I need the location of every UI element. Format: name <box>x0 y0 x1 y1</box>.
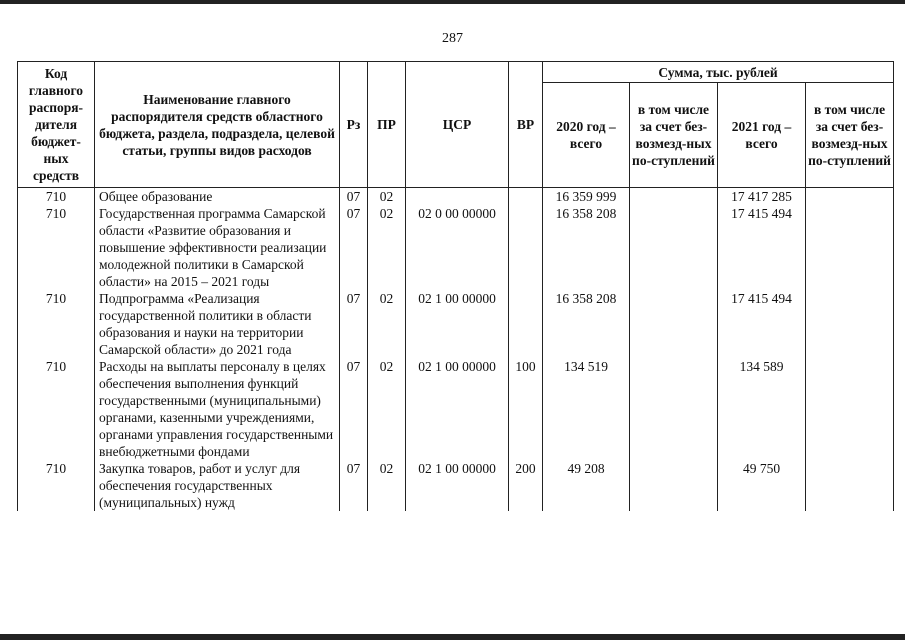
header-2020-free: в том числе за счет без-возмезд-ных по-ступлений <box>630 83 718 188</box>
table-row <box>18 188 894 206</box>
header-csr: ЦСР <box>406 62 509 188</box>
cell-pr: 02 <box>368 290 406 358</box>
cell-2021-total: 17 417 285 <box>718 188 806 206</box>
cell-2020-free <box>630 205 718 290</box>
header-code: Код главного распоря-дителя бюджет-ных средств <box>18 62 95 188</box>
cell-name: Общее образование <box>95 188 340 206</box>
cell-csr: 02 1 00 00000 <box>406 290 509 358</box>
cell-2020-free <box>630 188 718 206</box>
cell-rz: 07 <box>340 188 368 206</box>
budget-table <box>17 61 894 511</box>
table-row <box>18 358 894 460</box>
cell-csr <box>406 188 509 206</box>
cell-pr: 02 <box>368 205 406 290</box>
cell-2020-total: 49 208 <box>543 460 630 511</box>
cell-code: 710 <box>18 290 95 358</box>
cell-2020-total: 134 519 <box>543 358 630 460</box>
header-2020-total: 2020 год – всего <box>543 83 630 188</box>
cell-2021-free <box>806 358 894 460</box>
cell-code: 710 <box>18 358 95 460</box>
cell-pr: 02 <box>368 188 406 206</box>
cell-2020-free <box>630 460 718 511</box>
cell-rz: 07 <box>340 358 368 460</box>
cell-2020-total: 16 359 999 <box>543 188 630 206</box>
cell-vr <box>509 205 543 290</box>
cell-pr: 02 <box>368 358 406 460</box>
cell-vr: 100 <box>509 358 543 460</box>
cell-csr: 02 1 00 00000 <box>406 358 509 460</box>
cell-vr <box>509 188 543 206</box>
cell-csr: 02 1 00 00000 <box>406 460 509 511</box>
cell-rz: 07 <box>340 290 368 358</box>
cell-code: 710 <box>18 188 95 206</box>
cell-2021-free <box>806 188 894 206</box>
cell-rz: 07 <box>340 460 368 511</box>
cell-name: Расходы на выплаты персоналу в целях обеспечения выполнения функций государственными (муниципальными) органами, казенными учреждениями, органами управления государственными внебюджетными фондами <box>95 358 340 460</box>
cell-2020-free <box>630 358 718 460</box>
cell-name: Государственная программа Самарской области «Развитие образования и повышение эффективности реализации молодежной политики в Самарской области» на 2015 – 2021 годы <box>95 205 340 290</box>
cell-pr: 02 <box>368 460 406 511</box>
header-2021-free: в том числе за счет без-возмезд-ных по-ступлений <box>806 83 894 188</box>
cell-2020-total: 16 358 208 <box>543 205 630 290</box>
cell-2021-total: 17 415 494 <box>718 205 806 290</box>
cell-name: Подпрограмма «Реализация государственной политики в области образования и науки на территории Самарской области» до 2021 года <box>95 290 340 358</box>
cell-vr <box>509 290 543 358</box>
scan-top-edge <box>0 0 905 4</box>
scan-bottom-edge <box>0 634 905 640</box>
cell-2021-free <box>806 460 894 511</box>
header-name: Наименование главного распорядителя средств областного бюджета, раздела, подраздела, целевой статьи, группы видов расходов <box>95 62 340 188</box>
cell-code: 710 <box>18 460 95 511</box>
header-vr: ВР <box>509 62 543 188</box>
page-number: 287 <box>442 31 463 46</box>
header-2021-total: 2021 год – всего <box>718 83 806 188</box>
header-pr: ПР <box>368 62 406 188</box>
cell-name: Закупка товаров, работ и услуг для обеспечения государственных (муниципальных) нужд <box>95 460 340 511</box>
cell-2021-total: 134 589 <box>718 358 806 460</box>
table-row <box>18 290 894 358</box>
cell-code: 710 <box>18 205 95 290</box>
header-sum: Сумма, тыс. рублей <box>543 62 894 83</box>
header-rz: Рз <box>340 62 368 188</box>
cell-2021-free <box>806 290 894 358</box>
cell-2020-total: 16 358 208 <box>543 290 630 358</box>
cell-2021-free <box>806 205 894 290</box>
cell-2020-free <box>630 290 718 358</box>
table-row <box>18 460 894 511</box>
cell-vr: 200 <box>509 460 543 511</box>
cell-csr: 02 0 00 00000 <box>406 205 509 290</box>
cell-2021-total: 49 750 <box>718 460 806 511</box>
cell-rz: 07 <box>340 205 368 290</box>
table-row <box>18 205 894 290</box>
cell-2021-total: 17 415 494 <box>718 290 806 358</box>
